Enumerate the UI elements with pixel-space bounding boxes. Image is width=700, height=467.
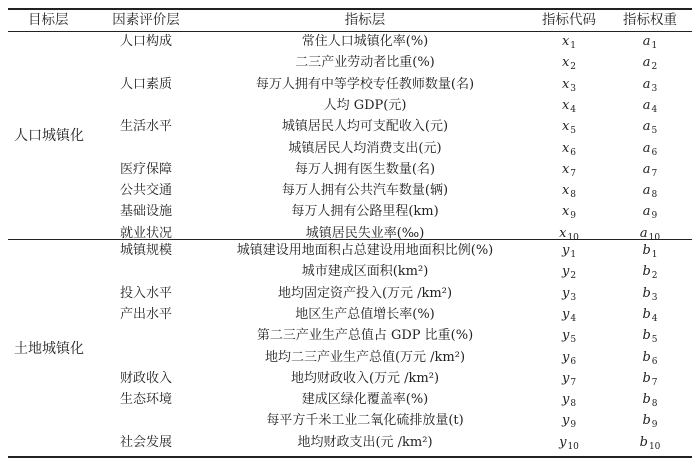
weight-symbol: a	[642, 97, 651, 113]
header-target: 目标层	[28, 12, 69, 28]
header-rule	[8, 31, 692, 32]
weight-cell	[610, 98, 690, 114]
weight-symbol: a	[642, 204, 651, 220]
factor-cell: 投入水平	[119, 285, 172, 301]
weight-cell	[610, 162, 690, 178]
code-cell	[530, 435, 608, 451]
weight-cell	[610, 77, 690, 93]
code-cell	[530, 264, 608, 280]
code-symbol: y	[561, 413, 570, 429]
code-symbol: y	[561, 285, 570, 301]
code-cell	[530, 162, 608, 178]
weight-cell	[610, 413, 690, 429]
code-subscript: 2	[570, 62, 577, 73]
factor-cell: 人口构成	[119, 34, 172, 49]
weight-subscript: 7	[651, 377, 658, 388]
code-subscript: 9	[570, 211, 577, 222]
code-cell	[530, 119, 608, 135]
weight-symbol: b	[642, 243, 651, 258]
code-symbol: x	[561, 140, 570, 156]
factor-cell: 医疗保障	[119, 161, 172, 177]
factor-cell: 城镇规模	[119, 243, 172, 258]
weight-subscript: 3	[651, 292, 658, 303]
factor-cell: 产出水平	[119, 306, 172, 322]
code-symbol: x	[561, 161, 570, 177]
weight-subscript: 9	[651, 420, 658, 431]
top-rule	[8, 8, 692, 10]
code-subscript: 7	[570, 377, 577, 388]
indicator-cell: 建成区绿化覆盖率(%)	[301, 392, 429, 408]
weight-symbol: b	[642, 306, 651, 322]
weight-symbol: b	[642, 370, 651, 386]
code-cell	[530, 226, 608, 242]
code-subscript: 9	[570, 420, 577, 431]
code-subscript: 4	[570, 313, 577, 324]
weight-cell	[610, 350, 690, 366]
code-cell	[530, 141, 608, 157]
indicator-cell: 城市建成区面积(km²)	[301, 264, 429, 280]
bottom-rule	[8, 456, 692, 458]
weight-subscript: 10	[648, 232, 661, 243]
header-weight: 指标权重	[623, 12, 677, 28]
weight-cell	[610, 226, 690, 242]
weight-cell	[610, 34, 690, 50]
weight-cell	[610, 328, 690, 344]
weight-cell	[610, 371, 690, 387]
header-code: 指标代码	[542, 12, 596, 28]
code-cell	[530, 204, 608, 220]
weight-subscript: 5	[651, 335, 658, 346]
code-subscript: 5	[570, 335, 577, 346]
indicator-cell: 城镇居民人均可支配收入(元)	[281, 119, 449, 135]
code-subscript: 3	[570, 292, 577, 303]
weight-cell	[610, 204, 690, 220]
weight-symbol: a	[642, 183, 651, 199]
code-subscript: 6	[570, 147, 577, 158]
weight-subscript: 1	[651, 250, 658, 260]
factor-cell: 人口素质	[119, 76, 172, 92]
code-cell	[530, 328, 608, 344]
indicator-cell: 常住人口城镇化率(%)	[301, 34, 429, 49]
indicator-cell: 地区生产总值增长率(%)	[295, 306, 435, 322]
indicator-cell: 人均 GDP(元)	[323, 97, 407, 113]
code-cell	[530, 34, 608, 50]
weight-symbol: a	[642, 76, 651, 92]
weight-subscript: 2	[651, 62, 658, 73]
indicator-cell: 每万人拥有公路里程(km)	[291, 204, 439, 220]
indicator-cell: 每万人拥有中等学校专任教师数量(名)	[255, 76, 475, 92]
factor-cell: 社会发展	[119, 434, 172, 450]
weight-symbol: b	[642, 349, 651, 365]
indicator-cell: 地均二三产业生产总值(万元 /km²)	[264, 349, 466, 365]
code-cell	[530, 371, 608, 387]
weight-symbol: a	[639, 225, 648, 241]
weight-symbol: b	[639, 434, 648, 450]
code-symbol: y	[561, 328, 570, 344]
target-cell: 土地城镇化	[14, 341, 84, 357]
indicator-cell: 地均固定资产投入(万元 /km²)	[277, 285, 453, 301]
weight-subscript: 7	[651, 168, 658, 179]
code-subscript: 2	[570, 271, 577, 282]
weight-symbol: a	[642, 119, 651, 135]
code-cell	[530, 183, 608, 199]
code-symbol: y	[561, 243, 570, 258]
code-symbol: y	[561, 264, 570, 280]
weight-symbol: b	[642, 413, 651, 429]
weight-cell	[610, 307, 690, 323]
header-factor: 因素评价层	[112, 12, 180, 28]
weight-cell	[610, 119, 690, 135]
indicator-cell: 每万人拥有公共汽车数量(辆)	[281, 183, 449, 199]
factor-cell: 生态环境	[119, 392, 172, 408]
code-symbol: x	[561, 34, 570, 49]
indicator-cell: 第二三产业生产总值占 GDP 比重(%)	[256, 328, 474, 344]
weight-symbol: b	[642, 264, 651, 280]
code-subscript: 5	[570, 126, 577, 137]
weight-cell	[610, 243, 690, 259]
code-symbol: y	[561, 306, 570, 322]
code-subscript: 1	[570, 250, 577, 260]
weight-subscript: 2	[651, 271, 658, 282]
code-cell	[530, 307, 608, 323]
code-symbol: x	[559, 225, 567, 241]
weight-cell	[610, 435, 690, 451]
code-symbol: x	[561, 55, 570, 71]
weight-cell	[610, 286, 690, 302]
weight-symbol: b	[642, 392, 651, 408]
code-cell	[530, 55, 608, 71]
weight-cell	[610, 392, 690, 408]
code-symbol: x	[561, 204, 570, 220]
code-symbol: y	[561, 392, 570, 408]
code-cell	[530, 98, 608, 114]
indicator-cell: 城镇居民失业率(‰)	[305, 225, 425, 241]
code-cell	[530, 77, 608, 93]
weight-cell	[610, 55, 690, 71]
code-subscript: 7	[570, 168, 577, 179]
code-subscript: 8	[570, 190, 577, 201]
code-symbol: y	[561, 370, 570, 386]
weight-symbol: a	[642, 34, 651, 49]
factor-cell: 财政收入	[119, 370, 172, 386]
weight-subscript: 6	[651, 356, 658, 367]
code-subscript: 6	[570, 356, 577, 367]
factor-cell: 就业状况	[119, 225, 172, 241]
weight-cell	[610, 141, 690, 157]
code-subscript: 10	[567, 232, 579, 243]
weight-subscript: 9	[651, 211, 658, 222]
weight-cell	[610, 264, 690, 280]
code-subscript: 1	[570, 41, 577, 51]
code-cell	[530, 392, 608, 408]
weight-subscript: 5	[651, 126, 658, 137]
indicator-cell: 地均财政支出(元 /km²)	[297, 434, 433, 450]
factor-cell: 生活水平	[119, 119, 172, 135]
weight-symbol: a	[642, 161, 651, 177]
weight-subscript: 6	[651, 147, 658, 158]
factor-cell: 公共交通	[119, 183, 172, 199]
weight-subscript: 1	[651, 41, 658, 51]
code-cell	[530, 413, 608, 429]
header-indicator: 指标层	[344, 12, 386, 28]
code-subscript: 3	[570, 83, 577, 94]
indicator-cell: 城镇建设用地面积占总建设用地面积比例(%)	[236, 243, 494, 258]
code-symbol: y	[559, 434, 567, 450]
weight-symbol: a	[642, 55, 651, 71]
code-subscript: 8	[570, 399, 577, 410]
indicator-cell: 地均财政收入(万元 /km²)	[290, 370, 440, 386]
code-symbol: x	[561, 97, 570, 113]
weight-cell	[610, 183, 690, 199]
target-cell: 人口城镇化	[14, 128, 84, 144]
weight-subscript: 10	[648, 441, 661, 452]
weight-subscript: 8	[651, 399, 658, 410]
indicator-cell: 每万人拥有医生数量(名)	[294, 161, 436, 177]
weight-symbol: b	[642, 328, 651, 344]
code-symbol: x	[561, 183, 570, 199]
indicator-cell: 每平方千米工业二氧化硫排放量(t)	[266, 413, 464, 429]
indicator-cell: 城镇居民人均消费支出(元)	[288, 140, 442, 156]
weight-symbol: b	[642, 285, 651, 301]
code-symbol: x	[561, 76, 570, 92]
weight-subscript: 4	[651, 104, 658, 115]
code-cell	[530, 350, 608, 366]
factor-cell: 基础设施	[119, 204, 172, 220]
code-symbol: y	[561, 349, 570, 365]
weight-subscript: 8	[651, 190, 658, 201]
indicator-cell: 二三产业劳动者比重(%)	[295, 55, 435, 71]
code-symbol: x	[561, 119, 570, 135]
weight-symbol: a	[642, 140, 651, 156]
weight-subscript: 3	[651, 83, 658, 94]
code-cell	[530, 286, 608, 302]
code-subscript: 4	[570, 104, 577, 115]
code-subscript: 10	[567, 441, 579, 452]
code-cell	[530, 243, 608, 259]
weight-subscript: 4	[651, 313, 658, 324]
